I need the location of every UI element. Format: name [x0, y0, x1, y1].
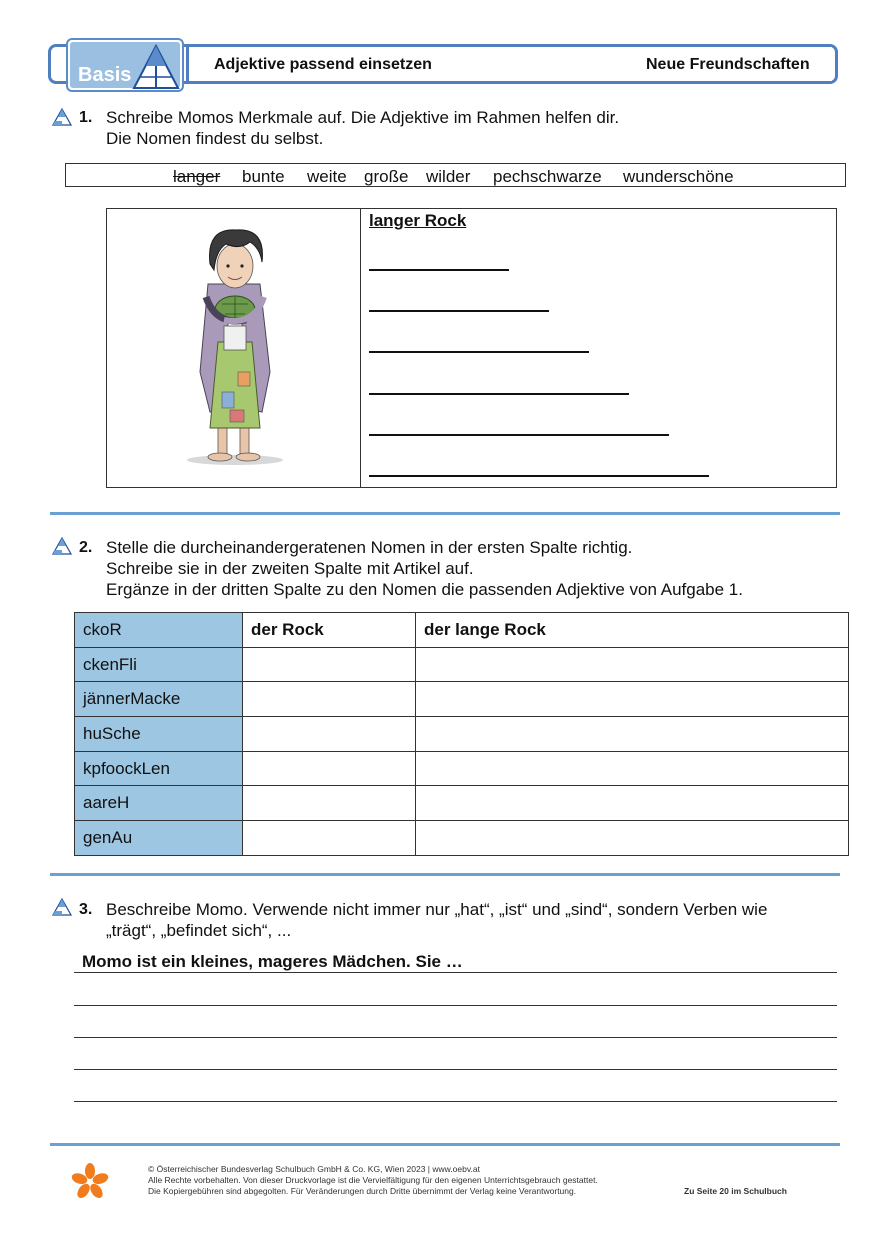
table-row [75, 647, 849, 682]
adjective-word: große [364, 167, 409, 186]
article-cell[interactable] [243, 647, 416, 682]
level-pyramid-icon [52, 537, 72, 555]
task-1-instruction-2: Die Nomen findest du selbst. [106, 129, 324, 148]
adjective-cell[interactable] [416, 786, 849, 821]
task-2-instruction-1: Stelle die durcheinandergeratenen Nomen in der ersten Spalte richtig. [106, 538, 633, 557]
task-3-instruction-1: Beschreibe Momo. Verwende nicht immer nur „hat“, „ist“ und „sind“, sondern Verben wie [106, 900, 768, 919]
scrambled-noun: kpfoockLen [75, 751, 243, 786]
section-separator [50, 512, 840, 515]
answer-line[interactable] [369, 475, 709, 477]
writing-starter: Momo ist ein kleines, mageres Mädchen. Sie … [82, 952, 463, 971]
footer-line: © Österreichischer Bundesverlag Schulbuch GmbH & Co. KG, Wien 2023 | www.oebv.at [148, 1164, 480, 1174]
level-pyramid-icon [52, 108, 72, 126]
article-cell[interactable] [243, 786, 416, 821]
article-cell[interactable] [243, 717, 416, 752]
table-row [75, 786, 849, 821]
adjective-cell[interactable]: der lange Rock [416, 613, 849, 648]
scrambled-noun: huSche [75, 717, 243, 752]
task-3-instruction-2: „trägt“, „befindet sich“, ... [106, 921, 292, 940]
chapter-title: Neue Freundschaften [646, 56, 810, 73]
worksheet-title: Adjektive passend einsetzen [214, 56, 432, 73]
answer-line[interactable] [369, 434, 669, 436]
adjective-word: langer [173, 167, 221, 186]
writing-line[interactable] [74, 1101, 837, 1102]
adjective-word: pechschwarze [493, 167, 602, 186]
adjective-word: weite [307, 167, 347, 186]
adjective-cell[interactable] [416, 717, 849, 752]
table-row [75, 682, 849, 717]
example-answer: langer Rock [369, 211, 467, 230]
adjective-box [65, 163, 846, 187]
scrambled-noun: jännerMacke [75, 682, 243, 717]
level-pyramid-icon [52, 898, 72, 916]
adjective-word: wilder [426, 167, 471, 186]
task-3-number: 3. [79, 901, 93, 918]
pyramid-icon [132, 44, 180, 90]
writing-line[interactable] [74, 1037, 837, 1038]
scrambled-noun: aareH [75, 786, 243, 821]
footer-line: Alle Rechte vorbehalten. Von dieser Druckvorlage ist die Vervielfältigung für den eigenen Unterrichtsgebrauch gestattet. [148, 1175, 598, 1185]
scrambled-noun: ckenFli [75, 647, 243, 682]
noun-table [74, 612, 849, 856]
table-row [75, 821, 849, 856]
article-cell[interactable] [243, 682, 416, 717]
adjective-word: bunte [242, 167, 285, 186]
answer-line[interactable] [369, 351, 589, 353]
publisher-logo-icon [70, 1162, 110, 1202]
article-cell[interactable] [243, 751, 416, 786]
article-cell[interactable]: der Rock [243, 613, 416, 648]
table-divider [360, 208, 361, 488]
page-reference: Zu Seite 20 im Schulbuch [684, 1186, 787, 1196]
task-2-instruction-2: Schreibe sie in der zweiten Spalte mit Artikel auf. [106, 559, 474, 578]
answer-line[interactable] [369, 310, 549, 312]
table-row [75, 717, 849, 752]
article-cell[interactable] [243, 821, 416, 856]
answer-line[interactable] [369, 393, 629, 395]
answer-line[interactable] [369, 269, 509, 271]
level-badge-label: Basis [78, 64, 132, 86]
scrambled-noun: ckoR [75, 613, 243, 648]
adjective-cell[interactable] [416, 682, 849, 717]
section-separator [50, 1143, 840, 1146]
adjective-word: wunderschöne [623, 167, 734, 186]
table-row [75, 613, 849, 648]
footer-line: Die Kopiergebühren sind abgegolten. Für Veränderungen durch Dritte übernimmt der Verlag keine Verantwortung. [148, 1186, 577, 1196]
adjective-cell[interactable] [416, 821, 849, 856]
momo-illustration [180, 222, 290, 468]
adjective-cell[interactable] [416, 647, 849, 682]
writing-line[interactable] [74, 972, 837, 973]
writing-line[interactable] [74, 1005, 837, 1006]
copyright-notice [148, 1164, 598, 1197]
section-separator [50, 873, 840, 876]
task-2-instruction-3: Ergänze in der dritten Spalte zu den Nomen die passenden Adjektive von Aufgabe 1. [106, 580, 743, 599]
adjective-cell[interactable] [416, 751, 849, 786]
writing-line[interactable] [74, 1069, 837, 1070]
task-2-number: 2. [79, 539, 93, 556]
task-1-instruction-1: Schreibe Momos Merkmale auf. Die Adjektive im Rahmen helfen dir. [106, 108, 620, 127]
task-1-number: 1. [79, 109, 93, 126]
table-row [75, 751, 849, 786]
level-badge [66, 38, 184, 92]
scrambled-noun: genAu [75, 821, 243, 856]
